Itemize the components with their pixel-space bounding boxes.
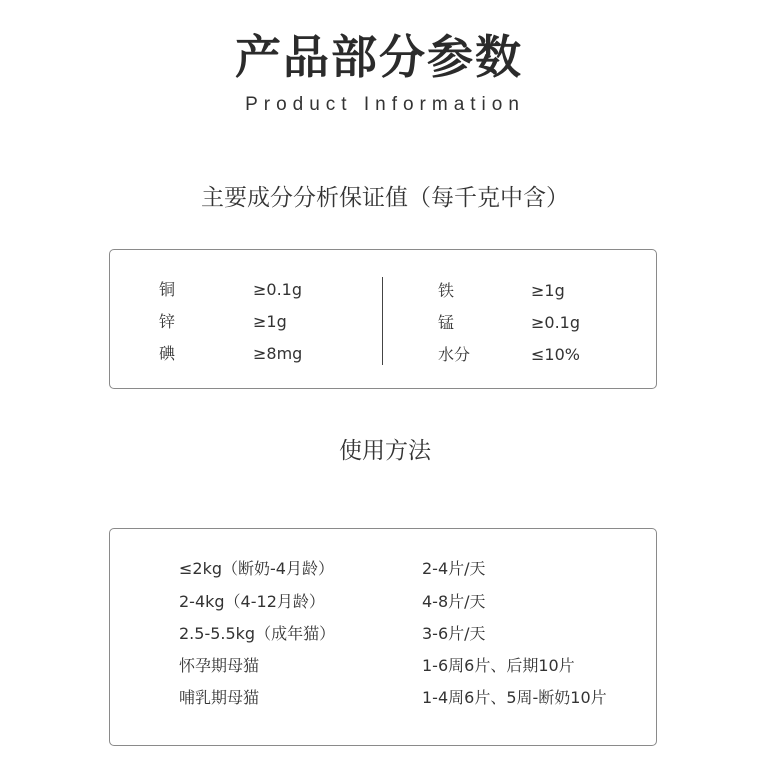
analysis-item-name: 锌 [159,312,176,331]
usage-table [109,528,657,746]
analysis-item-name: 碘 [159,344,176,363]
analysis-item-name: 锰 [438,313,455,332]
analysis-item-value: ≥1g [253,312,287,331]
usage-dose: 1-4周6片、5周-断奶10片 [422,688,607,707]
analysis-item-name: 铁 [438,281,455,300]
analysis-heading: 主要成分分析保证值（每千克中含） [201,185,569,211]
analysis-item-name: 铜 [159,280,176,299]
usage-weight: 哺乳期母猫 [179,688,260,707]
analysis-item-value: ≥0.1g [253,280,303,299]
usage-weight: 怀孕期母猫 [179,656,260,675]
usage-dose: 4-8片/天 [422,592,486,611]
column-divider [382,277,383,365]
usage-heading: 使用方法 [339,438,431,464]
page-subtitle: Product Information [245,94,525,115]
usage-dose: 3-6片/天 [422,624,486,643]
usage-weight: 2-4kg（4-12月龄） [179,592,325,611]
analysis-item-value: ≥8mg [253,344,303,363]
analysis-table [109,249,657,389]
usage-weight: ≤2kg（断奶-4月龄） [179,559,334,578]
usage-dose: 2-4片/天 [422,559,486,578]
analysis-item-value: ≤10% [531,345,580,364]
usage-weight: 2.5-5.5kg（成年猫） [179,624,336,643]
analysis-item-value: ≥1g [531,281,565,300]
usage-dose: 1-6周6片、后期10片 [422,656,575,675]
page-title: 产品部分参数 [235,30,523,84]
analysis-item-name: 水分 [438,345,471,364]
analysis-item-value: ≥0.1g [531,313,581,332]
